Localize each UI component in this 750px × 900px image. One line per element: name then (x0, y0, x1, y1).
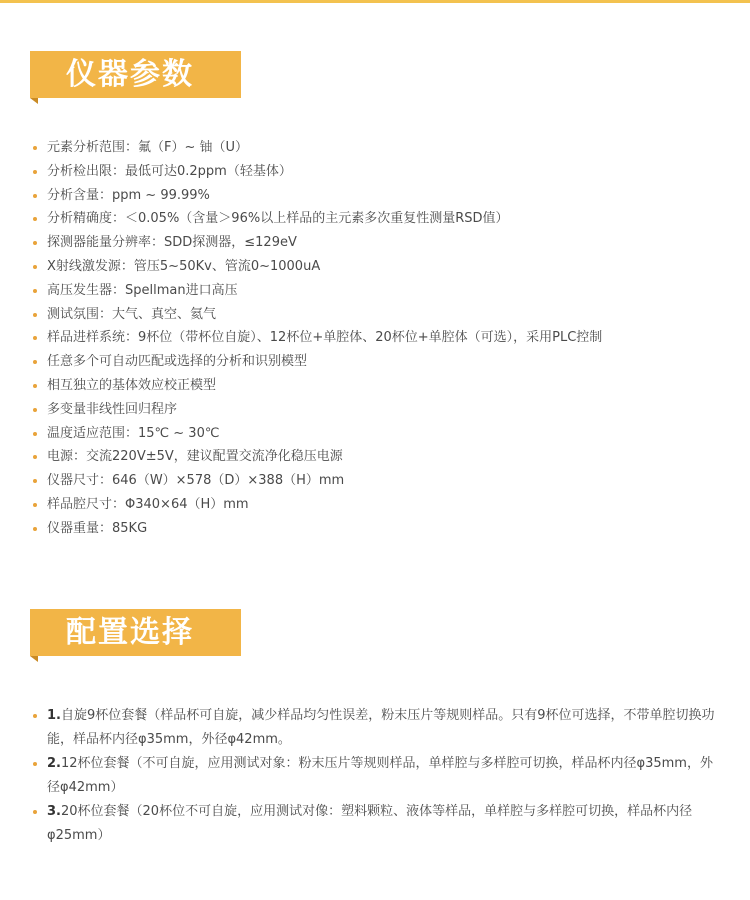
spec-item (33, 136, 733, 160)
bullet-dot-icon (33, 313, 37, 317)
bullet-dot-icon (33, 289, 37, 293)
spec-item (33, 326, 733, 350)
spec-text: 多变量非线性回归程序 (47, 401, 178, 417)
spec-item (33, 350, 733, 374)
spec-item (33, 160, 733, 184)
bullet-dot-icon (33, 194, 37, 198)
bullet-dot-icon (33, 455, 37, 459)
spec-item (33, 469, 733, 493)
bullet-dot-icon (33, 503, 37, 507)
params-section-title: 仪器参数 (66, 57, 194, 92)
spec-item (33, 303, 733, 327)
config-item (33, 752, 723, 800)
bullet-dot-icon (33, 146, 37, 150)
spec-text: 样品腔尺寸：Φ340×64（H）mm (47, 496, 249, 512)
spec-text: 样品进样系统：9杯位（带杯位自旋）、12杯位+单腔体、20杯位+单腔体（可选），采用PLC控制 (47, 330, 603, 346)
banner-fold (30, 656, 38, 662)
config-section-title: 配置选择 (66, 615, 194, 650)
spec-text: 测试氛围：大气、真空、氦气 (47, 306, 217, 322)
spec-list (33, 136, 733, 541)
bullet-dot-icon (33, 336, 37, 340)
spec-text: 分析含量：ppm ~ 99.99% (47, 187, 210, 203)
banner-fold (30, 98, 38, 104)
spec-text: 分析精确度：＜0.05%（含量＞96%以上样品的主元素多次重复性测量RSD值） (47, 211, 509, 227)
spec-text: 仪器重量：85KG (47, 520, 148, 536)
params-section-banner (30, 51, 241, 102)
spec-item (33, 374, 733, 398)
bullet-dot-icon (33, 241, 37, 245)
bullet-dot-icon (33, 714, 37, 718)
config-text: 12杯位套餐（不可自旋，应用测试对象：粉末压片等规则样品，单样腔与多样腔可切换，样品杯内径φ35mm，外径φ42mm） (47, 756, 713, 795)
spec-text: 分析检出限：最低可达0.2ppm（轻基体） (47, 163, 292, 179)
spec-text: 电源：交流220V±5V，建议配置交流净化稳压电源 (47, 449, 343, 465)
spec-item (33, 517, 733, 541)
bullet-dot-icon (33, 170, 37, 174)
spec-item (33, 184, 733, 208)
bullet-dot-icon (33, 265, 37, 269)
bullet-dot-icon (33, 479, 37, 483)
config-item (33, 800, 723, 848)
config-number: 3. (47, 804, 61, 819)
spec-item (33, 279, 733, 303)
spec-text: 探测器能量分辨率：SDD探测器，≤129eV (47, 235, 297, 251)
spec-text: 相互独立的基体效应校正模型 (47, 377, 217, 393)
config-list (33, 704, 723, 848)
spec-text: 任意多个可自动匹配或选择的分析和识别模型 (47, 354, 308, 370)
bullet-dot-icon (33, 762, 37, 766)
spec-item (33, 207, 733, 231)
bullet-dot-icon (33, 384, 37, 388)
bullet-dot-icon (33, 432, 37, 436)
bullet-dot-icon (33, 360, 37, 364)
config-number: 1. (47, 708, 61, 723)
top-accent-line (0, 0, 750, 3)
config-item (33, 704, 723, 752)
spec-item (33, 445, 733, 469)
config-number: 2. (47, 756, 61, 771)
spec-item (33, 255, 733, 279)
spec-item (33, 493, 733, 517)
bullet-dot-icon (33, 810, 37, 814)
spec-text: 仪器尺寸：646（W）×578（D）×388（H）mm (47, 473, 345, 489)
config-text: 20杯位套餐（20杯位不可自旋，应用测试对像：塑料颗粒、液体等样品，单样腔与多样腔可切换，样品杯内径φ25mm） (47, 804, 693, 843)
spec-item (33, 398, 733, 422)
spec-text: 元素分析范围：氟（F）~ 铀（U） (47, 140, 249, 155)
spec-item (33, 422, 733, 446)
config-section-banner (30, 609, 241, 660)
bullet-dot-icon (33, 408, 37, 412)
spec-text: 温度适应范围：15℃ ~ 30℃ (47, 425, 220, 441)
spec-text: 高压发生器：Spellman进口高压 (47, 282, 238, 298)
bullet-dot-icon (33, 527, 37, 531)
config-text: 自旋9杯位套餐（样品杯可自旋，减少样品均匀性误差，粉末压片等规则样品。只有9杯位可选择，不带单腔切换功能，样品杯内径φ35mm，外径φ42mm。 (47, 708, 715, 747)
spec-item (33, 231, 733, 255)
spec-text: X射线激发源：管压5~50Kv、管流0~1000uA (47, 258, 321, 274)
bullet-dot-icon (33, 217, 37, 221)
